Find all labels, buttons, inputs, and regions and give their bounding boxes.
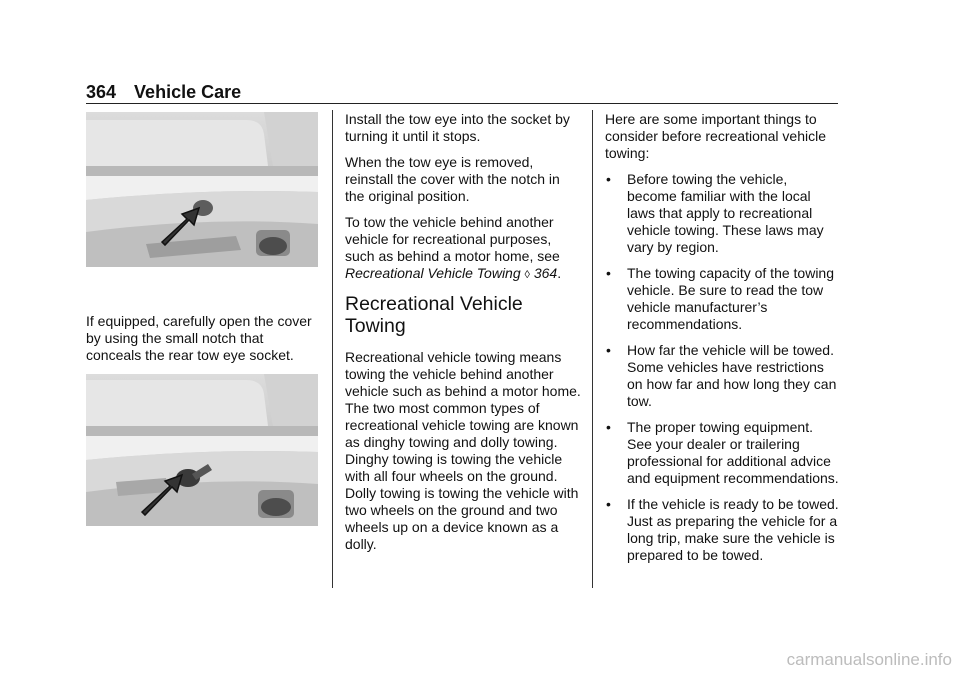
paragraph-with-reference: To tow the vehicle behind another vehicle for recreational purposes, such as behind a motor home, see Recreational Vehicle Towing ◊ 364. [345,214,562,281]
list-item [605,496,839,564]
column-divider-2 [592,110,593,588]
section-title: Vehicle Care [134,82,242,102]
reference-page[interactable]: 364 [533,265,558,281]
list-item [605,265,839,333]
column-divider-1 [332,110,333,588]
bullet-icon: • [606,171,611,187]
paragraph: Install the tow eye into the socket by turning it until it stops. [345,111,570,144]
list-item [605,419,839,487]
column-2 [345,111,581,562]
list-item-text: How far the vehicle will be towed. Some vehicles have restrictions on how far and how long they can tow. [627,342,837,409]
bullet-list [605,171,839,564]
list-item [605,171,839,256]
list-item-text: Before towing the vehicle, become familiar with the local laws that apply to recreational vehicle towing. These laws may vary by region. [627,171,824,255]
bullet-icon: • [606,342,611,358]
reference-title[interactable]: Recreational Vehicle Towing [345,265,521,281]
section-heading: Recreational Vehicle Towing [345,293,523,337]
paragraph-text: To tow the vehicle behind another vehicle for recreational purposes, such as behind a motor home, see [345,214,560,264]
paragraph: When the tow eye is removed, reinstall the cover with the notch in the original position. [345,154,560,204]
tow-eye-installed-illustration [86,374,318,526]
paragraph: Recreational vehicle towing means towing the vehicle behind another vehicle such as behind a motor home. The two most common types of recreational vehicle towing are known as dinghy towing and dolly towing. Dinghy towing is towing the vehicle with all four wheels on the ground. Dolly towing is towing the vehicle with two wheels on the ground and two wheels up on a device known as a dolly. [345,349,581,552]
bullet-icon: • [606,419,611,435]
column-1 [86,313,321,373]
column-3 [605,111,839,573]
list-item-text: If the vehicle is ready to be towed. Just as preparing the vehicle for a long trip, make sure the vehicle is prepared to be towed. [627,496,839,563]
cross-reference-link[interactable] [345,265,557,281]
page-ref-icon: ◊ [524,269,530,281]
paragraph: If equipped, carefully open the cover by using the small notch that conceals the rear tow eye socket. [86,313,312,363]
page-number: 364 [86,82,117,102]
bullet-icon: • [606,265,611,281]
list-item-text: The towing capacity of the towing vehicle. Be sure to read the tow vehicle manufacturer’s recommendations. [627,265,835,332]
header-rule [86,103,838,104]
bullet-icon: • [606,496,611,512]
page-header [86,82,241,103]
paragraph: Here are some important things to consider before recreational vehicle towing: [605,111,827,161]
tow-eye-cover-illustration [86,112,318,267]
list-item [605,342,839,410]
list-item-text: The proper towing equipment. See your dealer or trailering professional for additional advice and equipment recommendations. [627,419,839,486]
watermark: carmanualsonline.info [786,650,952,669]
